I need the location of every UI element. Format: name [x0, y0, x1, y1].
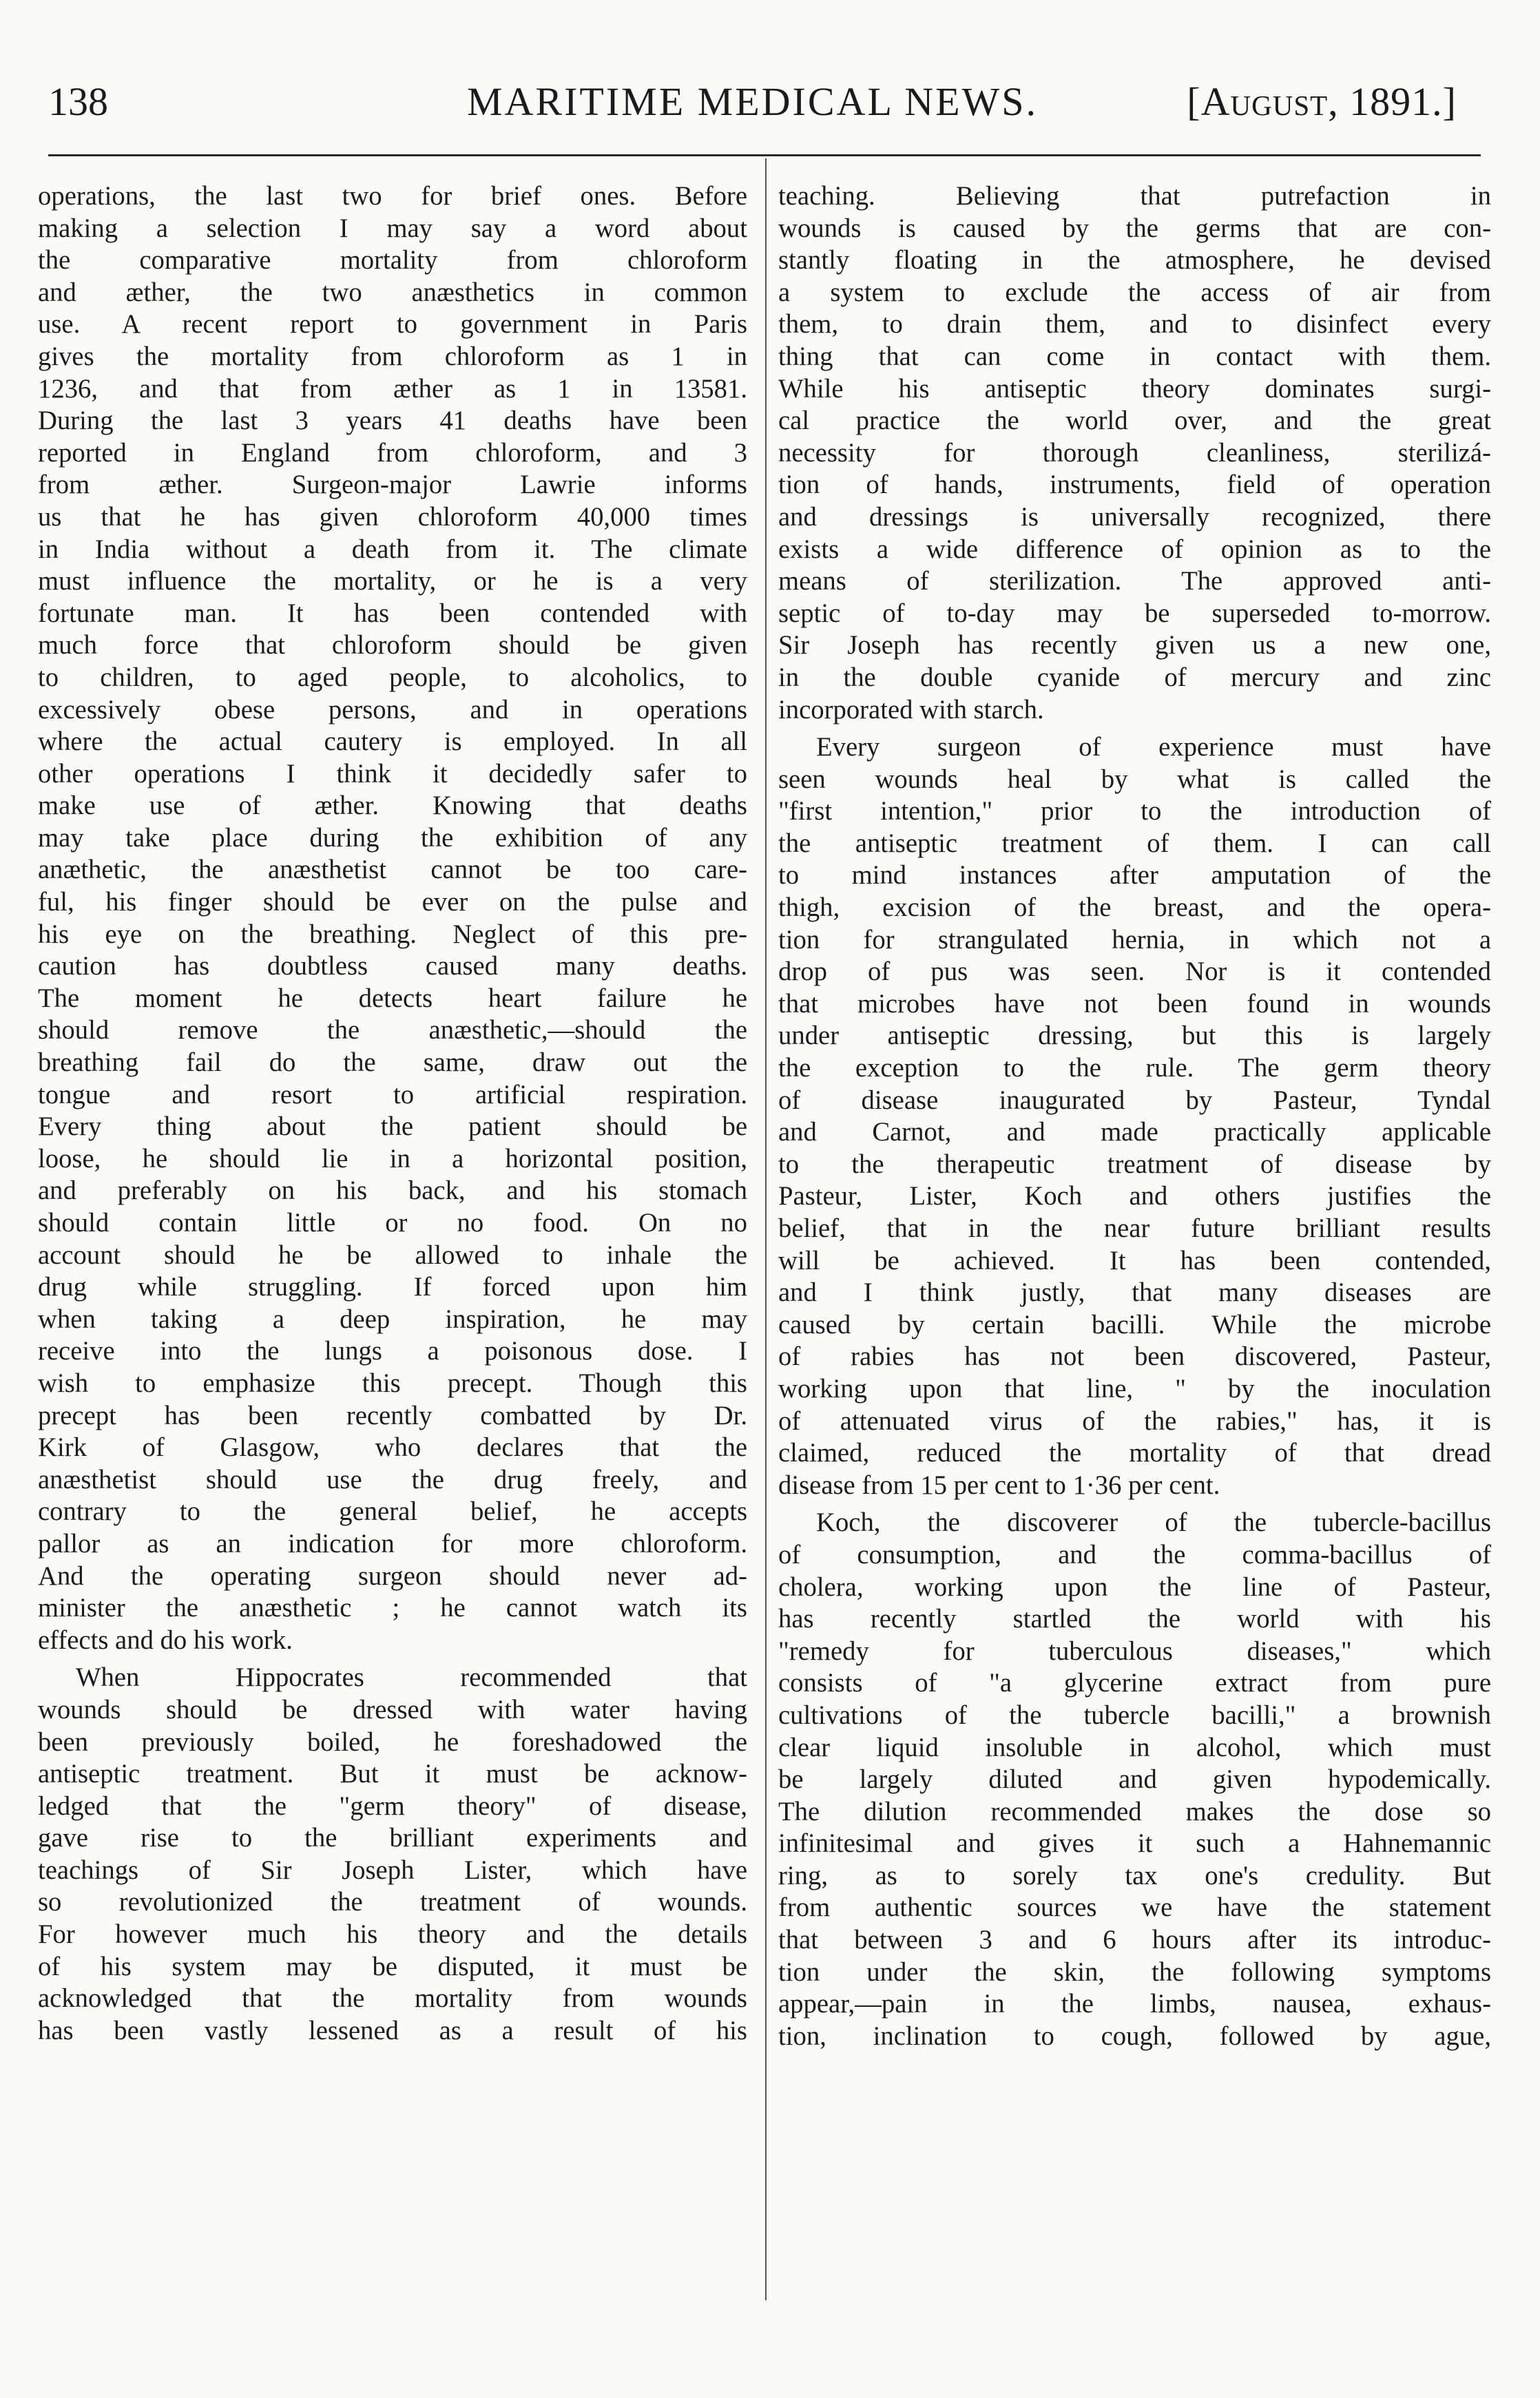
text-line: gives the mortality from chloroform as 1 in — [38, 342, 747, 371]
text-line: from æther. Surgeon-major Lawrie informs — [38, 470, 747, 500]
text-line: ring, as to sorely tax one's credulity. But — [778, 1861, 1491, 1890]
text-line: has been vastly lessened as a result of his — [38, 2016, 747, 2045]
page-header — [48, 74, 1457, 129]
journal-title: MARITIME MEDICAL NEWS. — [466, 79, 1039, 124]
text-line: caused by certain bacilli. While the microbe — [778, 1310, 1491, 1339]
text-line: thigh, excision of the breast, and the opera- — [778, 893, 1491, 923]
text-line: other operations I think it decidedly safer to — [38, 759, 747, 789]
text-line: make use of æther. Knowing that deaths — [38, 791, 747, 821]
text-line: effects and do his work. — [38, 1625, 293, 1655]
text-line: thing that can come in contact with them. — [778, 342, 1491, 371]
text-line: that between 3 and 6 hours after its introduc- — [778, 1926, 1491, 1955]
text-line: and æther, the two anæsthetics in common — [38, 278, 747, 307]
text-line: working upon that line, " by the inoculation — [778, 1374, 1491, 1404]
text-line: the exception to the rule. The germ theory — [778, 1054, 1491, 1083]
text-line: septic of to-day may be superseded to-morrow. — [778, 598, 1491, 628]
text-line: acknowledged that the mortality from wounds — [38, 1984, 747, 2014]
text-line: to the therapeutic treatment of disease by — [778, 1149, 1491, 1179]
text-line: anæthetic, the anæsthetist cannot be too care- — [38, 855, 747, 885]
text-line: of his system may be disputed, it must be — [38, 1952, 747, 1981]
text-line: incorporated with starch. — [778, 695, 1044, 724]
text-line: has recently startled the world with his — [778, 1605, 1491, 1634]
text-line: exists a wide difference of opinion as to the — [778, 534, 1491, 564]
text-line: During the last 3 years 41 deaths have been — [38, 406, 747, 436]
text-line: and Carnot, and made practically applicable — [778, 1118, 1491, 1147]
text-line: under antiseptic dressing, but this is largely — [778, 1021, 1491, 1051]
text-line: 1236, and that from æther as 1 in 13581. — [38, 374, 747, 404]
text-line: so revolutionized the treatment of wounds. — [38, 1888, 747, 1917]
text-line: of disease inaugurated by Pasteur, Tyndal — [778, 1085, 1491, 1115]
text-line: should contain little or no food. On no — [38, 1209, 747, 1238]
text-line: ful, his finger should be ever on the pulse and — [38, 888, 747, 917]
text-line: will be achieved. It has been contended, — [778, 1246, 1491, 1275]
text-line: stantly floating in the atmosphere, he devised — [778, 246, 1491, 275]
text-line: and dressings is universally recognized, there — [778, 502, 1491, 532]
text-line: wish to emphasize this precept. Though this — [38, 1368, 747, 1398]
text-line: tion for strangulated hernia, in which not a — [778, 925, 1491, 955]
text-line: "first intention," prior to the introduction of — [778, 797, 1491, 826]
text-line: Pasteur, Lister, Koch and others justifies the — [778, 1182, 1491, 1211]
text-line: tion of hands, instruments, field of operation — [778, 470, 1491, 500]
paragraph-gap — [778, 726, 1491, 731]
text-line: means of sterilization. The approved anti- — [778, 567, 1491, 596]
text-line: should remove the anæsthetic,—should the — [38, 1016, 747, 1045]
text-line: For however much his theory and the details — [38, 1920, 747, 1950]
text-line: infinitesimal and gives it such a Hahnemannic — [778, 1829, 1491, 1859]
issue-date: [August, 1891.] — [1187, 79, 1457, 124]
text-line: of rabies has not been discovered, Pasteur, — [778, 1342, 1491, 1372]
text-line: of consumption, and the comma-bacillus of — [778, 1540, 1491, 1570]
text-line: gave rise to the brilliant experiments and — [38, 1824, 747, 1853]
text-line: them, to drain them, and to disinfect every — [778, 310, 1491, 340]
text-line: the antiseptic treatment of them. I can call — [778, 828, 1491, 858]
text-line: account should he be allowed to inhale the — [38, 1240, 747, 1270]
text-line: making a selection I may say a word about — [38, 213, 747, 243]
text-line: and preferably on his back, and his stomach — [38, 1176, 747, 1206]
header-rule — [48, 154, 1481, 156]
text-line: While his antiseptic theory dominates surgi- — [778, 374, 1491, 404]
text-line: from authentic sources we have the statement — [778, 1893, 1491, 1923]
text-line: may take place during the exhibition of any — [38, 823, 747, 853]
text-line: to mind instances after amputation of the — [778, 861, 1491, 890]
text-line: teaching. Believing that putrefaction in — [778, 182, 1491, 211]
page-number: 138 — [48, 79, 108, 124]
text-line: antiseptic treatment. But it must be acknow- — [38, 1760, 747, 1789]
text-line: where the actual cautery is employed. In all — [38, 727, 747, 757]
text-line: excessively obese persons, and in operations — [38, 695, 747, 724]
left-column — [38, 180, 747, 2047]
paragraph-gap — [38, 1656, 747, 1662]
text-line: operations, the last two for brief ones. Before — [38, 182, 747, 211]
text-line: precept has been recently combatted by Dr. — [38, 1401, 747, 1430]
text-line: us that he has given chloroform 40,000 times — [38, 502, 747, 532]
text-line: tion, inclination to cough, followed by ague, — [778, 2021, 1491, 2051]
right-column — [778, 180, 1491, 2052]
text-line: been previously boiled, he foreshadowed the — [38, 1727, 747, 1757]
text-line: Sir Joseph has recently given us a new one, — [778, 631, 1491, 660]
text-line: And the operating surgeon should never ad- — [38, 1561, 747, 1591]
text-line: cal practice the world over, and the great — [778, 406, 1491, 436]
text-line: contrary to the general belief, he accepts — [38, 1497, 747, 1527]
text-line: pallor as an indication for more chloroform. — [38, 1529, 747, 1558]
text-line: cultivations of the tubercle bacilli," a brownish — [778, 1700, 1491, 1730]
text-line: disease from 15 per cent to 1·36 per cent. — [778, 1470, 1220, 1500]
text-line: seen wounds heal by what is called the — [778, 764, 1491, 794]
text-line: tongue and resort to artificial respiration. — [38, 1080, 747, 1109]
text-line: use. A recent report to government in Paris — [38, 310, 747, 340]
text-line: drop of pus was seen. Nor is it contended — [778, 957, 1491, 987]
text-line: in the double cyanide of mercury and zinc — [778, 663, 1491, 692]
text-line: a system to exclude the access of air from — [778, 278, 1491, 307]
text-line: teachings of Sir Joseph Lister, which have — [38, 1855, 747, 1885]
text-line: When Hippocrates recommended that — [76, 1663, 747, 1693]
text-line: Kirk of Glasgow, who declares that the — [38, 1433, 747, 1463]
text-line: claimed, reduced the mortality of that dread — [778, 1439, 1491, 1468]
text-line: reported in England from chloroform, and 3 — [38, 438, 747, 468]
text-line: be largely diluted and given hypodemically. — [778, 1765, 1491, 1795]
text-line: loose, he should lie in a horizontal position, — [38, 1144, 747, 1174]
text-line: his eye on the breathing. Neglect of this pre- — [38, 919, 747, 949]
text-line: wounds is caused by the germs that are con- — [778, 213, 1491, 243]
text-line: wounds should be dressed with water having — [38, 1695, 747, 1724]
text-line: belief, that in the near future brilliant results — [778, 1214, 1491, 1243]
text-line: drug while struggling. If forced upon him — [38, 1273, 747, 1302]
text-line: that microbes have not been found in wounds — [778, 989, 1491, 1019]
text-line: tion under the skin, the following symptoms — [778, 1957, 1491, 1987]
text-line: of attenuated virus of the rabies," has, it is — [778, 1406, 1491, 1436]
text-line: breathing fail do the same, draw out the — [38, 1048, 747, 1078]
text-line: Every thing about the patient should be — [38, 1112, 747, 1142]
column-divider — [765, 158, 767, 2300]
text-line: anæsthetist should use the drug freely, and — [38, 1465, 747, 1494]
text-line: much force that chloroform should be given — [38, 631, 747, 660]
text-line: The moment he detects heart failure he — [38, 983, 747, 1013]
text-line: to children, to aged people, to alcoholics, to — [38, 663, 747, 692]
text-line: ledged that the "germ theory" of disease, — [38, 1791, 747, 1821]
text-line: fortunate man. It has been contended with — [38, 598, 747, 628]
text-line: cholera, working upon the line of Pasteur, — [778, 1572, 1491, 1602]
text-line: "remedy for tuberculous diseases," which — [778, 1636, 1491, 1666]
text-line: Koch, the discoverer of the tubercle-bacillus — [816, 1508, 1491, 1538]
text-line: Every surgeon of experience must have — [816, 733, 1491, 762]
text-line: must influence the mortality, or he is a very — [38, 567, 747, 596]
text-line: necessity for thorough cleanliness, sterilizá- — [778, 438, 1491, 468]
text-line: receive into the lungs a poisonous dose. I — [38, 1337, 747, 1366]
text-line: the comparative mortality from chloroform — [38, 246, 747, 275]
text-line: minister the anæsthetic ; he cannot watch its — [38, 1594, 747, 1623]
text-line: and I think justly, that many diseases are — [778, 1278, 1491, 1308]
text-line: clear liquid insoluble in alcohol, which must — [778, 1733, 1491, 1762]
text-line: appear,—pain in the limbs, nausea, exhaus- — [778, 1990, 1491, 2019]
text-line: in India without a death from it. The climate — [38, 534, 747, 564]
paragraph-gap — [778, 1501, 1491, 1507]
text-line: when taking a deep inspiration, he may — [38, 1304, 747, 1334]
text-line: consists of "a glycerine extract from pure — [778, 1669, 1491, 1698]
text-line: caution has doubtless caused many deaths. — [38, 952, 747, 981]
text-line: The dilution recommended makes the dose so — [778, 1797, 1491, 1826]
